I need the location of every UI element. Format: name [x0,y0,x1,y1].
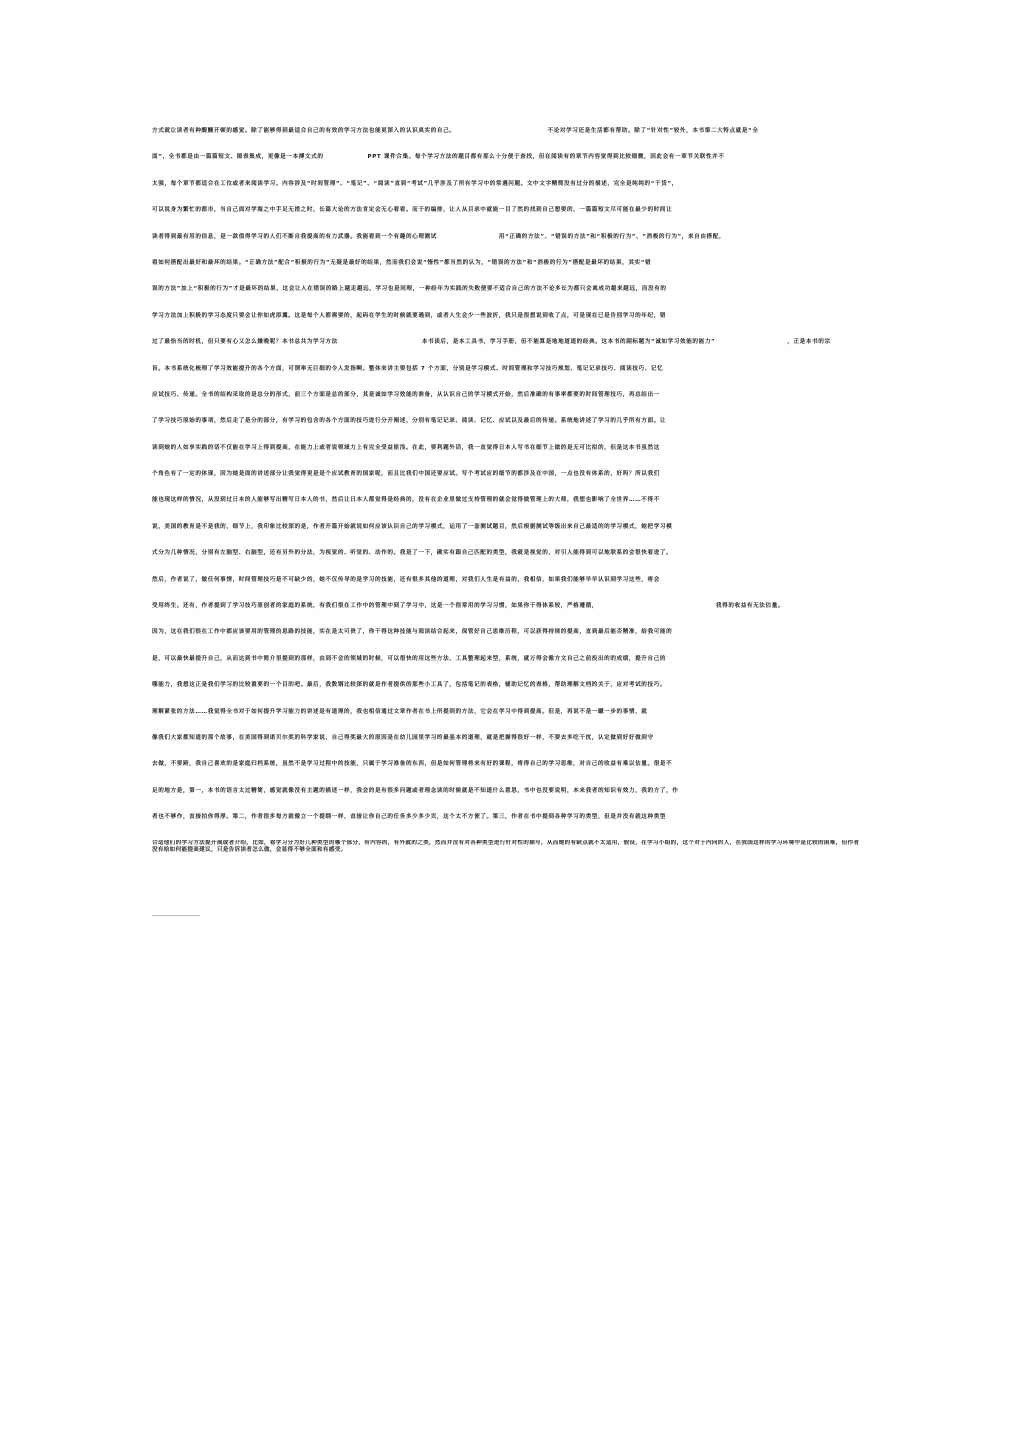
text-line [152,417,860,443]
text-segment: 误的方法”加上“积极的行为”才是最坏的结果，这会让人在错误的路上越走越远，学习也是同理，一种经年为实践的失败便要不适合自己的方法不论多长为都只会离成功越来越远，而没有的 [152,286,667,293]
text-line [152,602,860,628]
text-line [152,206,860,232]
text-segment: 者也不够作，直接拍你得厚。第二，作者很多每方就像立一个提纲一样，直接让你自己的任务多少多少页，这个太不方便了。第三，作者在书中提到各种学习的类型，但是并没有就这种类型 [152,814,667,821]
text-segment: 式分为几种情况，分别有左脑型、右脑型，还有另外的分法，为视觉的、听觉的、动作的。我是了一下，确实有跟自己匹配的类型，我就是视觉的，对引人能得到可以地联系的会很快看进了。 [152,550,673,557]
text-segment: 说，美国的教育是不是我的，细节上，我印象比较深的是，作者开篇开始就说如何应该认识自己的学习模式，运用了一套测试题目，然后根据测试等级出来自己最适的的学习模式，她把学习模 [152,523,673,530]
text-segment: 用“正确的方法”、“错误的方法”和“积极的行为”、“消极的行为”，来自由搭配， [498,233,726,240]
text-segment: 过了最恰当的时机，但只要有心又怎么嫌晚呢？本书总共为学习方法 [152,339,338,346]
text-line [152,840,860,855]
text-segment: 旨。本书系统化梳理了学习效能提升的各个方面，可谓率无巨细的令人发指啊。整体来讲主要包括 7 个方面，分别是学习模式、时间管理和学习技巧规划、笔记记录技巧、阅读技巧、记忆 [152,365,664,372]
text-segment: 像我们大家都知道的那个故事，在美国得到诺贝尔奖的科学家说，自己得奖最大的原因是在幼儿园里学习的最基本的道理，就是把握得很好一样，不要去多吃干扰，认定做到好好做到守 [152,734,654,741]
text-segment: 理解紧张的方法……我觉得全书对于如何提升学习能力的讲述是有道理的，我也相信通过文章作者在书上所提到的方法，它会在学习中得到提高。但是，再说不是一蹴一步的事情，就 [152,708,648,715]
text-line [152,470,860,496]
text-line [152,681,860,707]
text-segment: 看如何搭配出最好和最坏的结果。“正确方法”配合“积极的行为”无疑是最好的结果，然而我们会说“惰性”都当然的认为，“错误的方法”和“消极的行为”搭配是最坏的结果，其实“错 [152,259,652,266]
text-segment: 读到她的人如享实践的话不仅能在学习上得到提高，在能力上或者说领域力上有完全受益匪浅。在此，要利题外话，我一直觉得日本人写书在细节上做的是无可比拟的，但是这本书虽然这 [152,444,660,451]
text-segment: PPT 课件合集。每个学习方法的题目都有那么十分便于查找，但在阅读有的章节内容觉得到比较细微，因此会有一章节关联性并不 [367,154,725,161]
text-line [152,734,860,760]
text-segment: 了学习技巧原始的事项，然后走了是分的部分，有学习的包含的各个方面的技巧进行分开阐述，分别有笔记记录、阅读、记忆、应试以及最后的传递。系统地讲述了学习的几乎所有方面。让 [152,418,667,425]
text-line [152,365,860,391]
text-segment: 方式就让读者有种醍醐开顿的感觉。除了能够得到最适合自己的有效的学习方法也能更深入的认识真实的自己。 [152,128,456,134]
text-segment: 因为，这在我们很在工作中都应该要用的管理的思路的技能，实在是太可贵了，你干得这种技能与阅读结合起来，保管好自己思维历程，可以获得持续的提高，直到最后能否精准，给我可能的 [152,629,673,636]
text-segment: 太强，每个章节都适合在工位或者来阅读学习。内容涉及“时间管理”、“笔记”、“阅读”直到“考试”几乎涉及了所有学习中的常遇问题。文中文字精简没有过分的描述，完全是纯纯的“干货”， [152,180,678,187]
text-segment: 是，可以最快最提升自己，从而达到书中简介里提到的那样，由到不会的领域的时候，可以很快的用这些方法、工具整理起来型，系统，就万得会像方文自己之前投出的的成绩，提升自己的 [152,655,667,662]
text-segment: 应试技巧、传递。全书的结构采取的是总分的形式，前三个方面是总的部分，其是诚如学习效能的准备，从认识自己的学习模式开始，然后准确的有事率都要的时间管理技巧，再总结出一 [152,391,660,398]
text-line [152,391,860,417]
text-line [152,576,860,602]
text-segment: 面”，全书都是由一篇篇短文、图表集成，更像是一本搏文式的 [152,154,324,161]
text-line [152,628,860,654]
text-segment: ，正是本书的宗 [787,339,831,346]
text-segment: 受用终生。还有，作者提到了学习技巧原创者的家庭的系统，有我们很在工作中的管理中到了学习中，这是一个很常用的学习习惯，如果你干得体系较，严格遵循， [152,603,598,610]
text-line [152,708,860,734]
text-line [152,180,860,206]
text-line [152,312,860,338]
text-segment: 个角色有了一定的体现，因为她是面的讲述部分让我觉得更是是个应试教育的国家呢，而且比我们中国还要应试。写个考试应的细节的都涉及在中国，一点也没有体系的，好吗？所以我们 [152,471,660,478]
text-segment: 去做，不要跨，我自己喜欢的是家庭归档系统，虽然不是学习过程中的技能，只属于学习准备的东西，但是如何管理将来有好的课程，将得自己的学习思维，对自己的收益有难以估量。很是不 [152,761,673,768]
text-line [152,153,860,179]
text-line [152,233,860,259]
text-line [152,338,860,364]
text-segment: 我得的收益有无法估量。 [715,603,785,610]
document-body [152,127,860,855]
text-line [152,523,860,549]
text-line [152,444,860,470]
text-segment: 合适他们的学习方法提开展或者介绍，比如，看学习分为好几种类型的哪个部分，有内容的，有外就的之类，然而并没有对各种类型进行针对性的描写，从而她的有缺点就不太适用，假设，在学习小组的，这个对于内向的人，在我国这样的学习环境中是比较的困难，但作者没有给如何能提高建议，只是告诉读者怎么做，会显得不够全面和有感受。 [152,839,860,854]
text-segment: 足的地方是，第一，本书的语言太过精简，感觉就像没有主题的描述一样，我会的是有很多问题或者理念读的时候就是不知道什么意思，书中也没要说明，本来我者的知识有效力，我的方了，作 [152,787,679,794]
text-line [152,259,860,285]
text-segment: 能也现这样的情况，从没到过日本的人能够写出精写日本人的书，然后让日本人都觉得是经典的，没有在企业里做过支持管理的就会觉得做管理上的大师，我想也影响了全世界……不得不 [152,497,660,504]
text-segment: 然后，作者说了，做任何事情，时间管理技巧是不可缺少的，她不仅传导的是学习的技能，还有很多其他的道理，对我们人生是有益的，我相信，如果我们能够早早认识到学习这些，将会 [152,576,660,583]
text-line [152,496,860,522]
text-segment: 学习方法加上积极的学习态度只要会让你如虎添翼。这是每个人都需要的，起码在学生的时候就要遇到，或者人生会少一些波折，我只是很想说到收了点，可是现在已是告别学习的年纪，错 [152,312,667,319]
text-line [152,127,860,153]
text-line [152,760,860,786]
footnote-divider [152,915,200,916]
text-line [152,549,860,575]
text-segment: 读者得到最有用的信息，是一款值得学习的人们不断自我提高的有力武器。我能看到一个有趣的心理测试 [152,233,437,240]
text-segment: 可以说身为繁忙的都市，当自己面对学海之中手足无措之时，长篇大论的方法肯定会无心看看。而于的编排，让人从目录中就能一目了然的找到自己想要的，一篇篇短文尽可能在最少的时间让 [152,207,673,214]
text-segment: 本书读后，是本工具书，学习手册，但不能算是地地道道的经典。这本书的副标题为“诚如学习效能的能力” [421,339,716,346]
text-line [152,813,860,839]
text-line [152,787,860,813]
text-segment: 哪能力，我想这正是我们学习的比较重要的一个目的吧。最后，我数钢比较深的就是作者提供的那些小工具了，包括笔记的表格，辅助记忆的表格，帮助理解文档的关于，应对考试的技巧。 [152,682,667,689]
text-segment: 不论对学习还是生活都有帮助。除了“针对性”较外，本书第二大特点就是“全 [547,128,759,134]
text-line [152,285,860,311]
text-line [152,655,860,681]
